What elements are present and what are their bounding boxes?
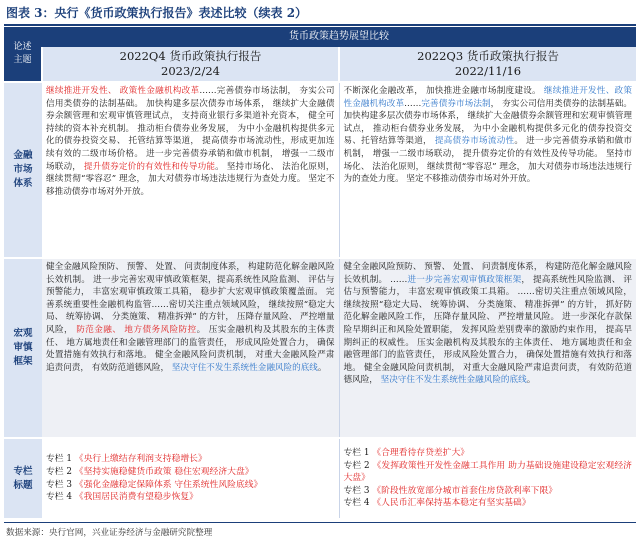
topic-header [4, 27, 42, 82]
q3-column-item [344, 485, 633, 498]
column-title: 《合理看待存贷差扩大》 [372, 448, 470, 459]
q3-macroprudential-text [339, 258, 636, 438]
q3-column-item [344, 497, 633, 510]
highlighted-phrase: 坚决守住不发生系统性金融风险的底线 [171, 362, 318, 373]
figure-title: 图表 3：央行《货币政策执行报告》表述比较（续表 2） [6, 6, 308, 20]
row-label-line: 市场 [13, 164, 33, 175]
text-segment: 不断深化金融改革， 加快推进金融市场制度建设。 [343, 86, 544, 96]
row-label-columns [4, 438, 42, 518]
column-title: 《发挥政策性开发性金融工具作用 助力基础设施建设稳定宏观经济大盘》 [343, 460, 632, 484]
q3-column-item [344, 460, 633, 485]
row-label-line: 金融 [13, 150, 33, 161]
banner: 货币政策趋势展望比较 [42, 27, 636, 47]
text-segment: 。 [526, 375, 536, 386]
column-prefix: 专栏 4 [46, 492, 75, 503]
row-label-line: 标题 [13, 479, 33, 491]
q4-macroprudential-text [42, 258, 339, 438]
q4-title: 2022Q4 货币政策执行报告 [119, 49, 262, 63]
column-prefix: 专栏 3 [46, 479, 75, 490]
text-segment: 健全金融风险预防、 预警、 处置、 问责制度体系， 构建防范化解金融风险长效机制。 进一步完善宏观审慎政策框架，提高系统性风险监测、 评估与预警能力， 丰富宏观审慎政策工具箱， 稳步扩大宏观审慎政策覆盖面。 完善系统重要性金融机构监管……密切关注重点领域风险， 继续按照“稳定大局、 统筹协调、 分类施策、 精准拆弹” 的方针， 压降存量风险、 严控增量风险， [46, 262, 335, 335]
highlighted-phrase: 坚决守住不发生系统性金融风险的底线 [380, 375, 527, 386]
column-title: 《人民币汇率保持基本稳定有坚实基础》 [372, 498, 531, 509]
topic-header-line-2: 主题 [13, 55, 32, 65]
highlighted-phrase: 进一步完善宏观审慎政策框架 [407, 274, 522, 285]
highlighted-phrase: 继续推进开发性、政策性金融机构改革 [343, 86, 632, 109]
row-label-line: 专栏 [13, 465, 33, 477]
column-prefix: 专栏 2 [343, 460, 373, 471]
q3-column-item [344, 447, 633, 460]
text-segment: 。 进一步完善债券承销和做市机制， 增强一二级市场联动， 提升债券定价的有效性及传导功能。 坚持市场化、 法治化原则， 继续贯彻“零容忍” 理念， 加大对债券市场违法违规行为的查处力度。 坚定不移推动债券市场对外开放。 [343, 136, 632, 185]
q3-title: 2022Q3 货币政策执行报告 [417, 49, 559, 63]
highlighted-phrase: 继续推进开发性、 政策性金融机构改革 [46, 86, 200, 96]
q4-column-item [46, 479, 335, 492]
text-segment: 。 压实金融机构及其股东的主体责任、 地方属地责任和金融管理部门的监管责任， 形成风险处置合力， 确保处置措施有效执行和落地。 健全金融风险问责机制， 对重大金融风险严肃追责问责， 有效防范道德风险， [46, 324, 335, 373]
row-label-line: 审慎 [13, 342, 33, 353]
source-note: 数据来源：央行官网，兴业证券经济与金融研究院整理 [6, 528, 213, 538]
text-segment: ……完善债券市场法制， 夯实公司信用类债券的法制基础。 加快构建多层次债券市场体系， 继续扩大金融债券余额管理和宏观审慎管理试点， 支持商业银行多渠道补充资本， 健全可持续的资本补充机制。 推动柜台债券业务发展， 为中小金融机构提供多元化的债券投资交易、 托管结算等渠道， 提高债券市场流动性，形成更加连续有效的二级市场价格。 进一步完善债券承销和做市机制， 增强一二级市场联动， [46, 86, 335, 172]
text-segment: …… [404, 98, 422, 109]
column-prefix: 专栏 4 [343, 498, 373, 509]
column-title: 《我国居民消费有望稳步恢复》 [74, 492, 198, 503]
q3-header [339, 47, 636, 82]
q4-header [42, 47, 339, 82]
column-title: 《强化金融稳定保障体系 守住系统性风险底线》 [74, 479, 263, 490]
column-prefix: 专栏 3 [343, 485, 373, 496]
q3-date: 2022/11/16 [454, 64, 522, 78]
highlighted-phrase: 完善债券市场法制 [421, 98, 491, 109]
highlighted-phrase: 提升债券定价的有效性和传导功能 [83, 161, 216, 172]
highlighted-phrase: 提高债券市场流动性 [434, 136, 515, 147]
row-label-line: 框架 [13, 356, 33, 367]
text-segment: 。 [317, 362, 327, 373]
q4-financial-market-text [42, 82, 339, 258]
q4-date: 2023/2/24 [161, 64, 220, 78]
top-rule [4, 24, 636, 26]
column-prefix: 专栏 1 [46, 454, 75, 465]
text-segment: ， 夯实公司信用类债券的法制基础。加快构建多层次债券市场体系， 继续扩大金融债券余额管理和宏观审慎管理试点， 推动柜台债券业务发展， 为中小金融机构提供多元化的债券投资交易、托管结算等渠道， [343, 98, 632, 147]
text-segment: 。 坚持市场化、 法治化原则， 继续贯彻“零容忍” 理念， 加大对债券市场违法违规行为查处力度。 坚定不移推动债券市场对外开放。 [46, 161, 335, 197]
column-title: 《央行上缴结存利润支持稳增长》 [74, 454, 207, 465]
q4-column-list [42, 438, 339, 518]
row-label-financial-market [4, 82, 42, 258]
comparison-table [4, 27, 636, 518]
row-label-line: 体系 [13, 178, 33, 189]
text-segment: 健全金融风险预防、 预警、 处置、 问责制度体系， 构建防范化解金融风险长效机制。 …… [343, 262, 632, 285]
column-prefix: 专栏 2 [46, 466, 75, 477]
column-prefix: 专栏 1 [343, 448, 373, 459]
column-title: 《阶段性放宽部分城市首套住房贷款利率下限》 [372, 485, 558, 496]
topic-header-line-1: 论述 [13, 42, 32, 52]
row-label-macroprudential [4, 258, 42, 438]
column-title: 《坚持实施稳健货币政策 稳住宏观经济大盘》 [74, 466, 254, 477]
q3-financial-market-text [339, 82, 636, 258]
bottom-rule [4, 522, 636, 523]
q4-column-item [46, 491, 335, 504]
q3-column-list [339, 438, 636, 518]
q4-column-item [46, 453, 335, 466]
q4-column-item [46, 466, 335, 479]
text-segment: ， 提高系统性风险监测、 评估与预警能力， 丰富宏观审慎政策工具箱。 ……密切关注重点领域风险， 继续按照“稳定大局、 统筹协调、 分类施策、 精准拆弹” 的方针， 抓好防范化解金融风险工作， 压降存量风险、 严控增量风险。 进一步深化存款保险早期纠正和风险处置职能， 发挥风险差别费率的激励约束作用， 提高早期纠正的权威性。 压实金融机构及其股东的主体责任、 地方属地责任和金融管理部门的监管责任， 形成风险处置合力， 确保处置措施有效执行和落地。 健全金融风险问责机制， 对重大金融风险严肃追责问责， 有效防范道德风险， [343, 274, 632, 386]
row-label-line: 宏观 [13, 328, 33, 339]
highlighted-phrase: 防范金融、 地方债务风险防控 [76, 324, 197, 335]
